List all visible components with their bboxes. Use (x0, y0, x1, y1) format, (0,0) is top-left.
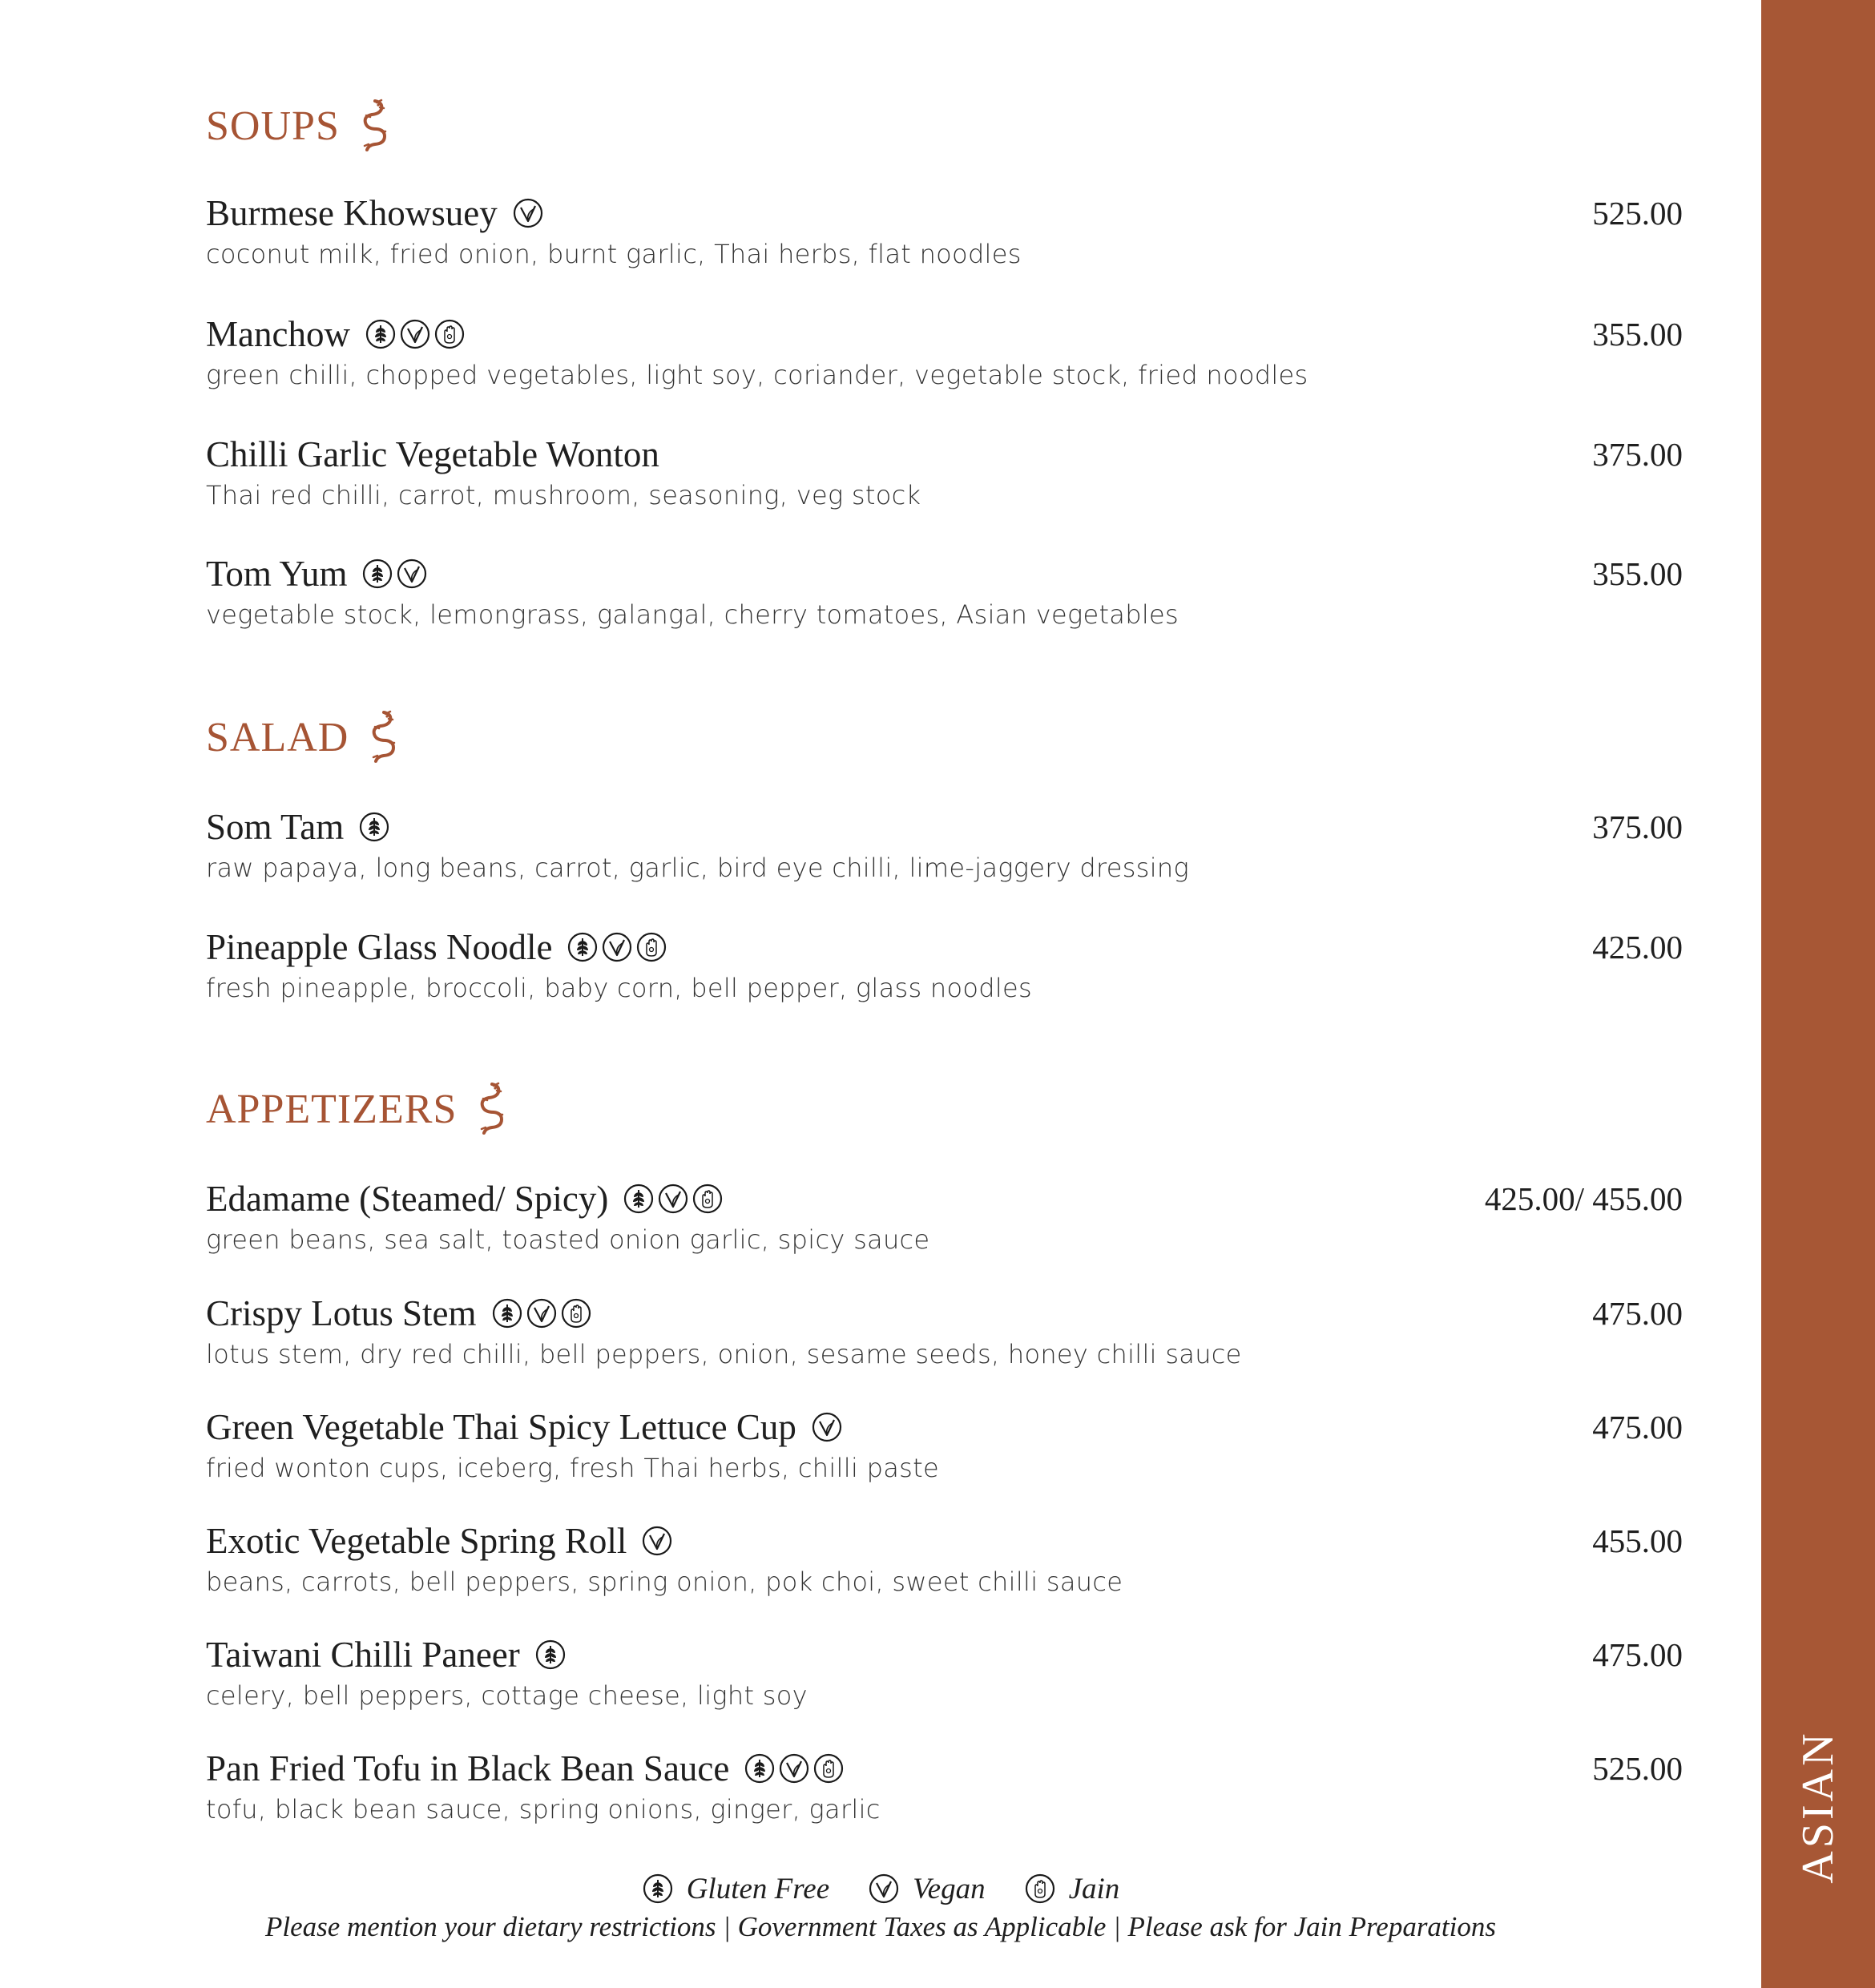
vegan-icon (399, 318, 431, 350)
side-band (1761, 0, 1875, 1988)
jain-icon (1024, 1873, 1056, 1905)
vegan-icon (778, 1752, 810, 1784)
vegan-icon (601, 931, 633, 963)
item-name: Som Tam (206, 807, 345, 847)
item-name: Burmese Khowsuey (206, 193, 498, 233)
gluten-free-icon (361, 558, 393, 590)
item-price: 375.00 (1592, 436, 1683, 473)
gluten-free-icon (365, 318, 397, 350)
jain-icon (433, 318, 466, 350)
legend-item (868, 1872, 985, 1906)
menu-item (206, 189, 1683, 269)
item-description: fried wonton cups, iceberg, fresh Thai herbs, chilli paste (206, 1453, 939, 1483)
section-title-text: SALAD (206, 714, 349, 760)
item-price: 375.00 (1592, 809, 1683, 845)
vegan-icon (657, 1183, 689, 1215)
dietary-icons (567, 931, 667, 963)
menu-item-row (206, 1403, 1683, 1451)
dietary-icons (491, 1297, 592, 1329)
menu-item (206, 1631, 1683, 1711)
item-price: 425.00/ 455.00 (1484, 1180, 1683, 1217)
item-price: 455.00 (1592, 1522, 1683, 1559)
item-description: coconut milk, fried onion, burnt garlic, Thai herbs, flat noodles (206, 239, 1022, 269)
item-description: green beans, sea salt, toasted onion garlic, spicy sauce (206, 1224, 930, 1255)
gluten-free-icon (744, 1752, 776, 1784)
menu-item (206, 430, 1683, 510)
item-name: Green Vegetable Thai Spicy Lettuce Cup (206, 1407, 796, 1447)
menu-item-row (206, 923, 1683, 971)
menu-item (206, 310, 1683, 390)
menu-item-row (206, 1175, 1683, 1223)
jain-icon (692, 1183, 724, 1215)
item-price: 355.00 (1592, 316, 1683, 353)
vegan-icon (512, 197, 544, 229)
item-price: 525.00 (1592, 1750, 1683, 1787)
dietary-icons (744, 1752, 845, 1784)
menu-item-row (206, 430, 1683, 478)
gluten-free-icon (567, 931, 599, 963)
item-name: Tom Yum (206, 554, 348, 594)
menu-item (206, 1744, 1683, 1825)
vegan-icon (526, 1297, 558, 1329)
item-price: 355.00 (1592, 555, 1683, 592)
item-price: 475.00 (1592, 1295, 1683, 1332)
menu-item-row (206, 1631, 1683, 1679)
dietary-icons (534, 1639, 567, 1671)
menu-item-row (206, 1517, 1683, 1565)
jain-icon (635, 931, 667, 963)
gluten-free-icon (358, 811, 390, 843)
section-title-text: APPETIZERS (206, 1086, 458, 1132)
item-description: vegetable stock, lemongrass, galangal, cherry tomatoes, Asian vegetables (206, 599, 1179, 630)
gluten-free-icon (623, 1183, 655, 1215)
section-title (206, 94, 389, 158)
menu-item-row (206, 189, 1683, 237)
item-description: green chilli, chopped vegetables, light soy, coriander, vegetable stock, fried noodles (206, 360, 1308, 390)
item-name: Crispy Lotus Stem (206, 1293, 477, 1333)
footer-note: Please mention your dietary restrictions | Government Taxes as Applicable | Please ask for Jain Preparations (264, 1911, 1497, 1942)
menu-item-row (206, 803, 1683, 851)
legend-item (642, 1872, 829, 1906)
menu-item-row (206, 1744, 1683, 1792)
vegan-icon (396, 558, 428, 590)
menu-item (206, 923, 1683, 1003)
vegan-icon (868, 1873, 900, 1905)
item-name: Pineapple Glass Noodle (206, 927, 553, 967)
menu-item (206, 1403, 1683, 1483)
dietary-icons (623, 1183, 724, 1215)
gluten-free-icon (642, 1873, 674, 1905)
dietary-icons (641, 1525, 673, 1557)
item-price: 525.00 (1592, 195, 1683, 232)
gluten-free-icon (491, 1297, 523, 1329)
item-name: Chilli Garlic Vegetable Wonton (206, 434, 659, 474)
side-label: ASIAN (1793, 1730, 1843, 1884)
dragon-icon (366, 709, 398, 765)
dragon-icon (357, 98, 389, 154)
menu-item (206, 803, 1683, 883)
legend-label: Gluten Free (686, 1872, 830, 1905)
dragon-icon (474, 1081, 506, 1137)
vegan-icon (641, 1525, 673, 1557)
item-description: Thai red chilli, carrot, mushroom, seasoning, veg stock (206, 480, 921, 510)
legend-label: Vegan (913, 1872, 986, 1905)
jain-icon (812, 1752, 845, 1784)
item-name: Edamame (Steamed/ Spicy) (206, 1179, 609, 1219)
legend-label: Jain (1068, 1872, 1120, 1905)
item-name: Taiwani Chilli Paneer (206, 1635, 520, 1675)
vegan-icon (811, 1411, 843, 1443)
item-description: beans, carrots, bell peppers, spring onion, pok choi, sweet chilli sauce (206, 1567, 1123, 1597)
menu-item (206, 1517, 1683, 1597)
menu-item (206, 1175, 1683, 1255)
section-title-text: SOUPS (206, 103, 340, 149)
legend-item (1024, 1872, 1120, 1906)
menu-item (206, 550, 1683, 630)
item-name: Exotic Vegetable Spring Roll (206, 1521, 627, 1561)
dietary-icons (361, 558, 428, 590)
menu-item-row (206, 550, 1683, 598)
item-description: tofu, black bean sauce, spring onions, ginger, garlic (206, 1794, 881, 1825)
item-description: lotus stem, dry red chilli, bell peppers, onion, sesame seeds, honey chilli sauce (206, 1339, 1242, 1369)
dietary-icons (811, 1411, 843, 1443)
item-price: 475.00 (1592, 1409, 1683, 1446)
item-description: fresh pineapple, broccoli, baby corn, bell pepper, glass noodles (206, 973, 1033, 1003)
dietary-icons (512, 197, 544, 229)
gluten-free-icon (534, 1639, 567, 1671)
item-name: Pan Fried Tofu in Black Bean Sauce (206, 1748, 730, 1788)
item-description: celery, bell peppers, cottage cheese, light soy (206, 1680, 808, 1711)
item-price: 425.00 (1592, 929, 1683, 966)
item-price: 475.00 (1592, 1636, 1683, 1673)
section-title (206, 705, 398, 769)
item-name: Manchow (206, 314, 350, 354)
section-title (206, 1077, 506, 1141)
item-description: raw papaya, long beans, carrot, garlic, bird eye chilli, lime-jaggery dressing (206, 853, 1190, 883)
dietary-icons (358, 811, 390, 843)
dietary-icons (365, 318, 466, 350)
jain-icon (560, 1297, 592, 1329)
menu-item (206, 1289, 1683, 1369)
dietary-legend (0, 1867, 1761, 1910)
menu-item-row (206, 310, 1683, 358)
menu-item-row (206, 1289, 1683, 1337)
